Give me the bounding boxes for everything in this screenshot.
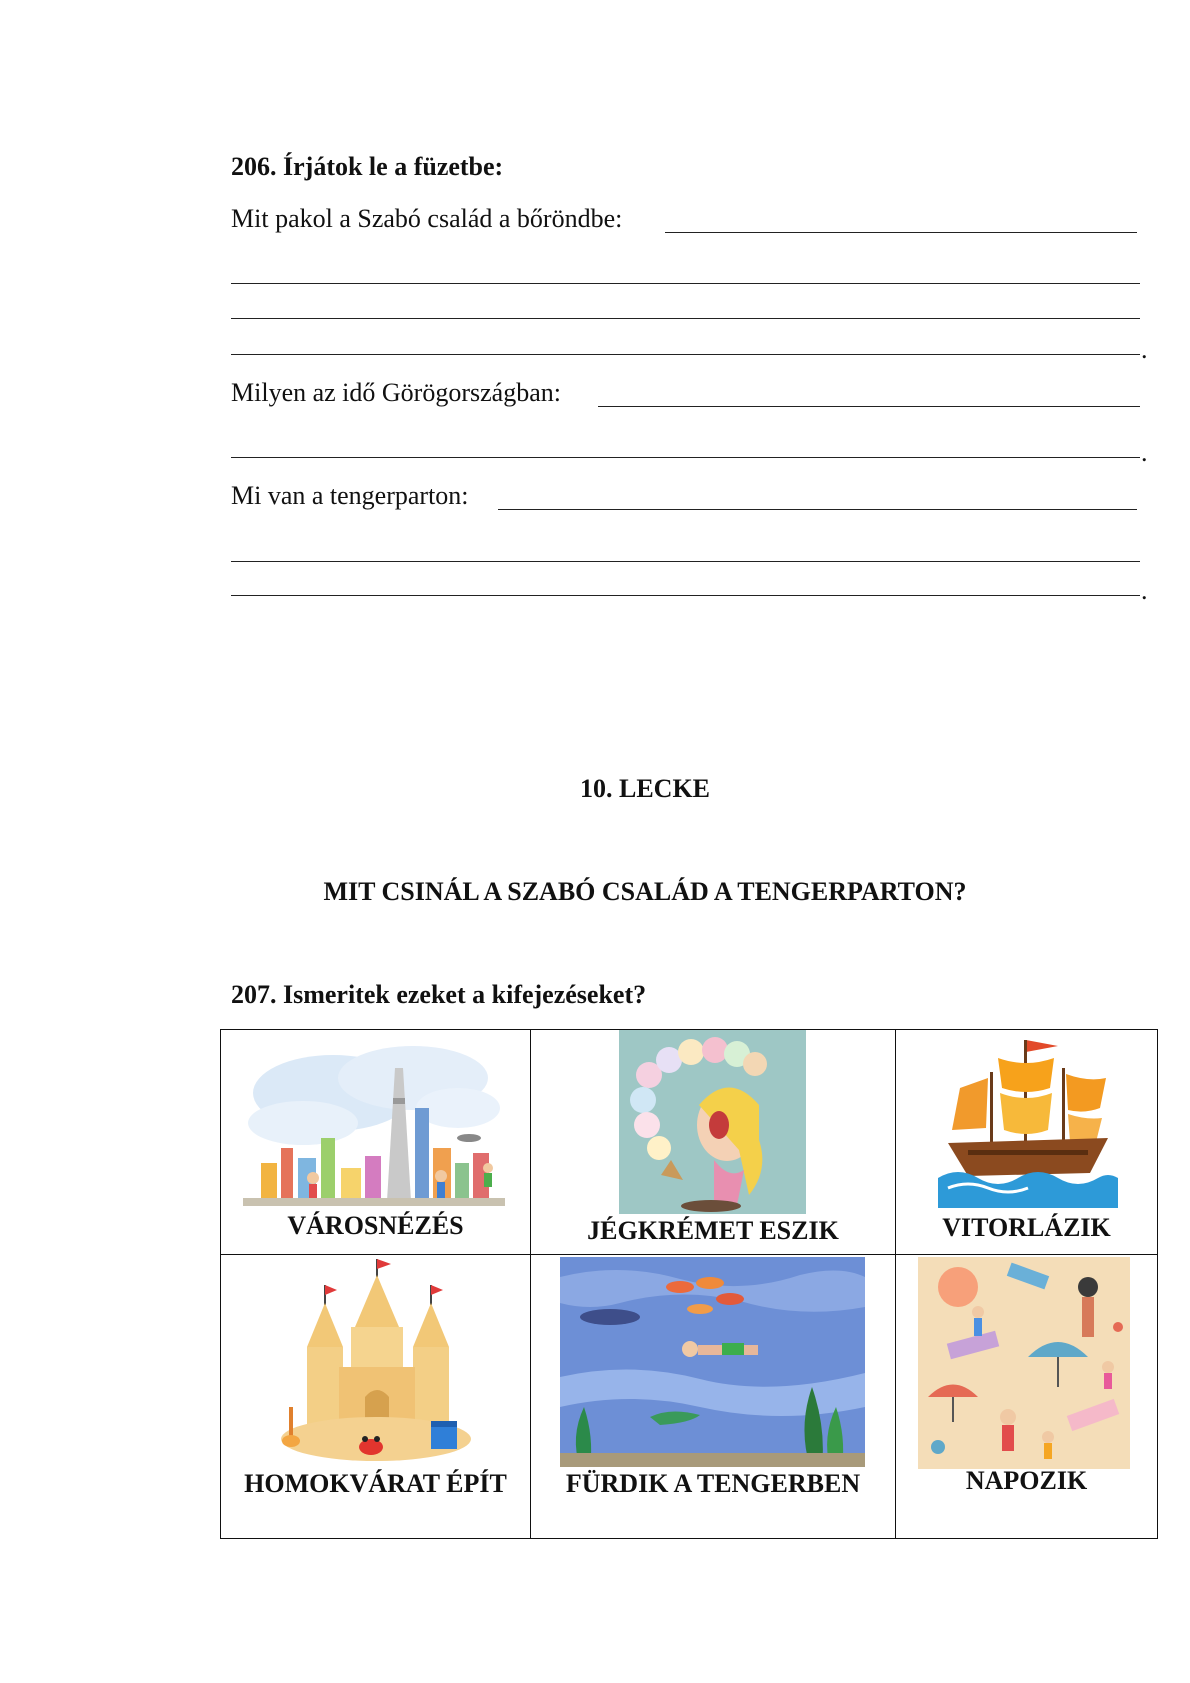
- question-suitcase: Mit pakol a Szabó család a bőröndbe:: [231, 204, 623, 233]
- answer-line[interactable]: [665, 232, 1137, 233]
- vocab-label: NAPOZIK: [965, 1466, 1088, 1495]
- sunbathing-beach-icon: [918, 1257, 1130, 1469]
- vocab-label: VITORLÁZIK: [942, 1213, 1111, 1242]
- exercise-207-title: 207. Ismeritek ezeket a kifejezéseket?: [231, 980, 647, 1009]
- question-beach: Mi van a tengerparton:: [231, 481, 469, 510]
- vocab-cell-sightseeing: [221, 1030, 531, 1255]
- answer-line[interactable]: [231, 457, 1140, 458]
- vocabulary-table: [220, 1029, 1158, 1539]
- ice-cream-icon: [619, 1030, 806, 1214]
- answer-line[interactable]: [598, 406, 1140, 407]
- lesson-number: 10. LECKE: [579, 774, 711, 803]
- vocab-cell-sailing: [896, 1030, 1158, 1255]
- line-end-period: .: [1141, 438, 1148, 467]
- answer-line[interactable]: [231, 595, 1140, 596]
- vocab-label: FÜRDIK A TENGERBEN: [565, 1469, 861, 1498]
- question-weather: Milyen az idő Görögországban:: [231, 378, 561, 407]
- vocab-label: HOMOKVÁRAT ÉPÍT: [244, 1469, 507, 1498]
- line-end-period: .: [1141, 576, 1148, 605]
- vocab-label: JÉGKRÉMET ESZIK: [587, 1216, 839, 1245]
- exercise-206-title: 206. Írjátok le a füzetbe:: [231, 152, 504, 181]
- vocab-cell-sunbathing: [896, 1255, 1158, 1539]
- answer-line[interactable]: [231, 354, 1140, 355]
- vocab-cell-swimming: [531, 1255, 896, 1539]
- vocab-label: VÁROSNÉZÉS: [287, 1211, 464, 1240]
- vocab-cell-sandcastle: [221, 1255, 531, 1539]
- line-end-period: .: [1141, 335, 1148, 364]
- vocab-cell-ice-cream: [531, 1030, 896, 1255]
- answer-line[interactable]: [498, 509, 1137, 510]
- lesson-title: MIT CSINÁL A SZABÓ CSALÁD A TENGERPARTON?: [323, 877, 967, 906]
- answer-line[interactable]: [231, 318, 1140, 319]
- answer-line[interactable]: [231, 283, 1140, 284]
- answer-line[interactable]: [231, 561, 1140, 562]
- sandcastle-icon: [281, 1257, 471, 1467]
- swimming-sea-icon: [560, 1257, 865, 1467]
- city-sightseeing-icon: [243, 1038, 505, 1213]
- sailing-ship-icon: [938, 1038, 1118, 1208]
